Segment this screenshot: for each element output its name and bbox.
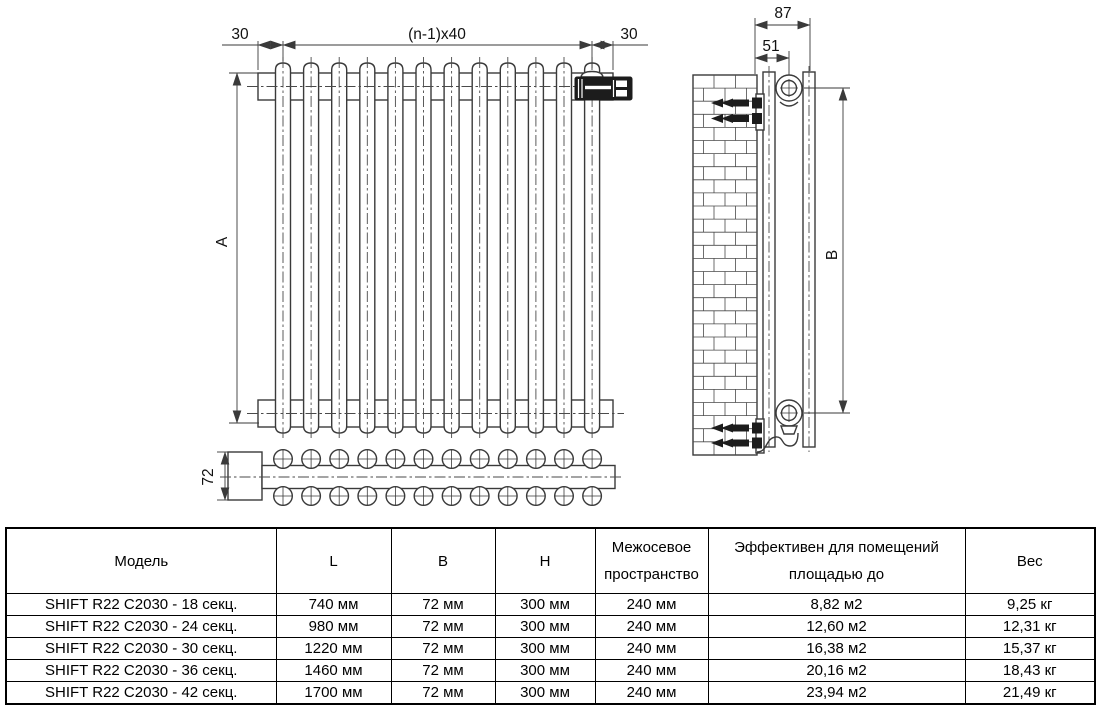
cell-B: 72 мм — [391, 638, 495, 660]
plan-end-cap — [228, 452, 262, 500]
cell-weight: 9,25 кг — [965, 594, 1095, 616]
valve-stem — [585, 86, 611, 89]
cell-H: 300 мм — [495, 682, 595, 705]
dim-right-margin: 30 — [620, 26, 638, 43]
cell-H: 300 мм — [495, 616, 595, 638]
cell-L: 1700 мм — [276, 682, 391, 705]
cell-area: 20,16 м2 — [708, 660, 965, 682]
side-radiator — [763, 66, 815, 452]
cell-weight: 12,31 кг — [965, 616, 1095, 638]
front-tube-centerlines — [283, 57, 592, 438]
front-view — [214, 26, 648, 438]
table-row — [6, 638, 1095, 660]
side-view — [693, 5, 850, 455]
cell-area: 12,60 м2 — [708, 616, 965, 638]
bottom-hook-cradle — [781, 426, 797, 434]
cell-area: 8,82 м2 — [708, 594, 965, 616]
cell-model: SHIFT R22 C2030 - 42 секц. — [6, 682, 276, 705]
cell-model: SHIFT R22 C2030 - 30 секц. — [6, 638, 276, 660]
cell-axis: 240 мм — [595, 594, 708, 616]
cell-axis: 240 мм — [595, 682, 708, 705]
cell-B: 72 мм — [391, 660, 495, 682]
cell-H: 300 мм — [495, 594, 595, 616]
col-header-H: H — [495, 528, 595, 594]
dim-section-pitch: (n-1)x40 — [408, 26, 466, 43]
dim-left-margin: 30 — [231, 26, 249, 43]
cell-L: 1460 мм — [276, 660, 391, 682]
cell-B: 72 мм — [391, 594, 495, 616]
cell-B: 72 мм — [391, 682, 495, 705]
dim-depth-total: 87 — [774, 5, 792, 22]
col-header-effective-area: Эффективен для помещений площадью до — [708, 528, 965, 594]
cell-weight: 21,49 кг — [965, 682, 1095, 705]
wall — [693, 75, 757, 455]
front-tubes — [276, 63, 600, 433]
cell-model: SHIFT R22 C2030 - 24 секц. — [6, 616, 276, 638]
cell-area: 16,38 м2 — [708, 638, 965, 660]
plan-view — [200, 450, 624, 506]
cell-axis: 240 мм — [595, 660, 708, 682]
cell-H: 300 мм — [495, 660, 595, 682]
valve-slot — [616, 90, 627, 97]
cell-area: 23,94 м2 — [708, 682, 965, 705]
plan-dimensions — [200, 452, 230, 500]
cell-H: 300 мм — [495, 638, 595, 660]
dim-height-A: A — [214, 236, 231, 248]
dim-depth-72: 72 — [200, 468, 217, 486]
cell-L: 740 мм — [276, 594, 391, 616]
cell-model: SHIFT R22 C2030 - 36 секц. — [6, 660, 276, 682]
cell-B: 72 мм — [391, 616, 495, 638]
col-header-axis-spacing: Межосевое пространство — [595, 528, 708, 594]
valve-cap — [581, 72, 603, 78]
cell-axis: 240 мм — [595, 616, 708, 638]
table-header-row — [6, 528, 1095, 594]
col-header-L: L — [276, 528, 391, 594]
col-header-B: B — [391, 528, 495, 594]
col-header-model: Модель — [6, 528, 276, 594]
cell-model: SHIFT R22 C2030 - 18 секц. — [6, 594, 276, 616]
table-row — [6, 616, 1095, 638]
spec-table — [5, 527, 1096, 705]
cell-weight: 18,43 кг — [965, 660, 1095, 682]
dim-height-B: B — [824, 249, 841, 261]
table-row — [6, 594, 1095, 616]
cell-axis: 240 мм — [595, 638, 708, 660]
table-row — [6, 660, 1095, 682]
table-row — [6, 682, 1095, 705]
cell-L: 980 мм — [276, 616, 391, 638]
valve-slot — [616, 81, 627, 88]
cell-weight: 15,37 кг — [965, 638, 1095, 660]
col-header-weight: Вес — [965, 528, 1095, 594]
cell-L: 1220 мм — [276, 638, 391, 660]
dim-wall-to-axis: 51 — [762, 38, 780, 55]
